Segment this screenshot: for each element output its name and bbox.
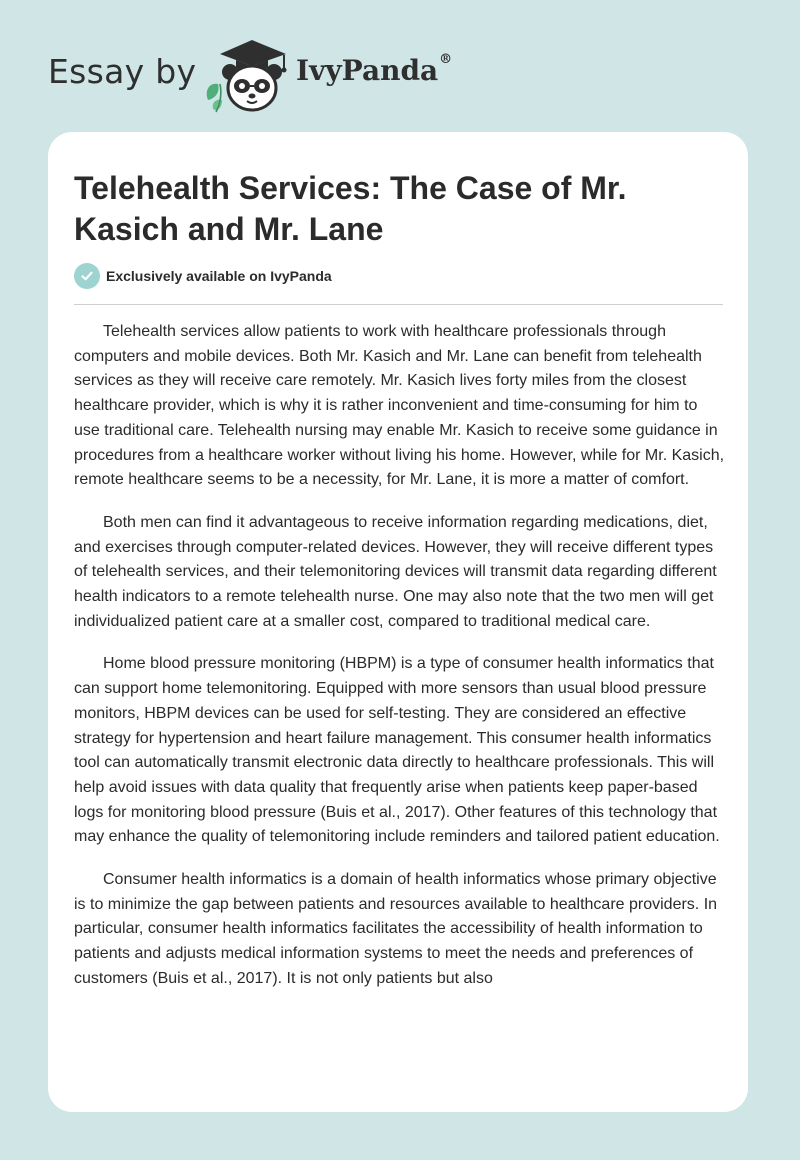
brand-name-text: IvyPanda [296, 54, 439, 87]
divider [74, 304, 723, 305]
essay-card [48, 132, 748, 1112]
paragraph: Telehealth services allow patients to work with healthcare professionals through computers and mobile devices. Both Mr. Kasich and Mr. Lane can benefit from telehealth services as they will receive care remotely. Mr. Kasich lives forty miles from the closest healthcare provider, which is why it is rather inconvenient and time-consuming for him to use traditional care. Telehealth nursing may enable Mr. Kasich to receive some guidance in procedures from a healthcare worker without living his home. However, while for Mr. Kasich, remote healthcare seems to be a necessity, for Mr. Lane, it is more a matter of comfort. [74, 323, 725, 489]
essay-by-label: Essay by [48, 52, 197, 91]
page-title: Telehealth Services: The Case of Mr. Kasich and Mr. Lane [74, 170, 627, 247]
check-circle-icon [74, 263, 100, 289]
panda-graduate-icon [200, 34, 296, 114]
exclusive-label: Exclusively available on IvyPanda [106, 268, 332, 284]
site-header [48, 30, 548, 114]
paragraph: Both men can find it advantageous to receive information regarding medications, diet, and exercises through computer-related devices. However, they will receive different types of telehealth services, and their telemonitoring devices will transmit data regarding different health indicators to a remote telehealth nurse. One may also note that the two men will get individualized patient care at a smaller cost, compared to traditional medical care. [74, 513, 717, 630]
paragraph: Consumer health informatics is a domain of health informatics whose primary objective is to minimize the gap between patients and resources available to healthcare providers. In particular, consumer health informatics facilitates the accessibility of health information to patients and adjusts medical information systems to meet the needs and preferences of customers (Buis et al., 2017). It is not only patients but also [74, 871, 718, 987]
exclusive-badge [74, 263, 332, 289]
trademark-symbol: ® [439, 52, 453, 67]
essay-body [74, 320, 726, 1010]
paragraph: Home blood pressure monitoring (HBPM) is a type of consumer health informatics that can support home telemonitoring. Equipped with more sensors than usual blood pressure monitors, HBPM devices can be used for self-testing. They are considered an effective strategy for hypertension and heart failure management. This consumer health informatics tool can automatically transmit electronic data directly to healthcare professionals. This will help avoid issues with data quality that frequently arise when patients keep paper-based logs for monitoring blood pressure (Buis et al., 2017). Other features of this technology that may enhance the quality of telemonitoring include reminders and tailored patient education. [74, 655, 720, 846]
brand-name[interactable] [296, 54, 452, 87]
ivy-leaf-icon [207, 84, 222, 112]
